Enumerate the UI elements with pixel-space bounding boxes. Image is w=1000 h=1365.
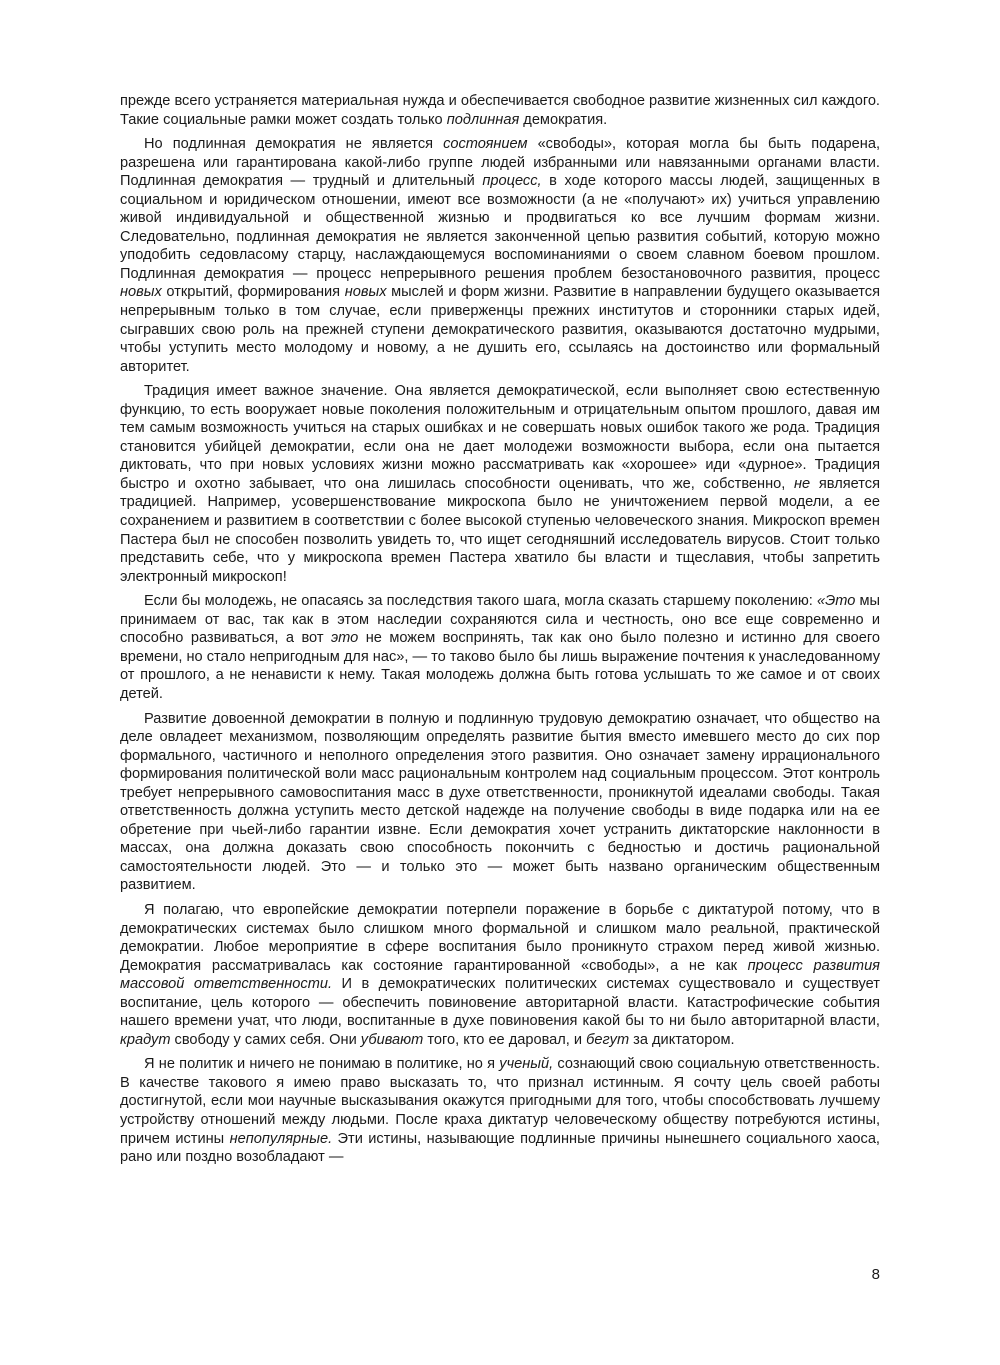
emphasis-text: ученый,: [499, 1056, 554, 1073]
emphasis-text: «Это: [816, 593, 856, 610]
emphasis-text: подлинная: [446, 111, 520, 128]
text-run: сознающий свою социальную ответственность. В качестве такового я имею право высказать то, что признал истинным. Я сочту цель своей работы достигнутой, если мои научные высказывания окажутся пригодными для того, чтобы способствовать лучшему устройству отношений между людьми. После краха диктатур человеческому обществу потребуются истины, причем истины: [120, 1056, 881, 1147]
text-run: прежде всего устраняется материальная нужда и обеспечивается свободное развитие жизненных сил каждого. Такие социальные рамки может создать только: [120, 93, 880, 128]
page-number: 8: [871, 1266, 880, 1283]
text-run: демократия.: [519, 111, 608, 128]
emphasis-text: новых: [120, 284, 162, 301]
emphasis-text: состоянием: [443, 136, 528, 153]
paragraph: [120, 92, 880, 129]
text-run: является традицией. Например, усовершенствование микроскопа было не уничтожением первой модели, а ее сохранением и развитием в соответствии с более высокой ступенью человеческого знания. Микроскоп времен Пастера был не способен позволить увидеть то, что ищет сегодняшний исследователь вирусов. Стоит только представить себе, что у микроскопа времен Пастера хватило бы власти и тщеславия, чтобы запретить электронный микроскоп!: [120, 475, 880, 585]
text-run: Если бы молодежь, не опасаясь за последствия такого шага, могла сказать старшему поколению:: [144, 593, 817, 610]
text-run: Развитие довоенной демократии в полную и подлинную трудовую демократию означает, что общество на деле овладеет механизмом, позволяющим определять развитие бытия вместо имевшего место до сих пор формального, частичного и неполного определения этого развития. Оно означает замену иррационального формирования политической воли масс рациональным контролем над социальным процессом. Этот контроль требует непрерывного самовоспитания масс в духе ответственности, проникнутой идеалами свободы. Такая ответственность должна уступить место детской надежде на получение свободы в виде подарка или на ее обретение при чьей-либо гарантии извне. Если демократия хочет устранить диктаторские наклонности в массах, она должна доказать свою способность покончить с бедностью и достичь рациональной самостоятельности людей. Это — и только это — может быть названо органическим общественным развитием.: [120, 710, 880, 894]
text-run: Традиция имеет важное значение. Она является демократической, если выполняет свою естественную функцию, то есть вооружает новые поколения положительным и отрицательным опытом прошлого, давая им тем самым возможность учиться на старых ошибках и не совершать новых ошибок такого же рода. Традиция становится убийцей демократии, если она не дает молодежи возможности выбора, если она пытается диктовать, что при новых условиях жизни можно рассматривать как «хорошее» иди «дурное». Традиция быстро и охотно забывает, что она лишилась способности оценивать, что же, собственно,: [120, 383, 880, 492]
paragraph: [120, 135, 880, 376]
emphasis-text: процесс,: [482, 173, 542, 190]
text-run: не можем воспринять, так как оно было полезно и истинно для своего времени, но стало непригодным для нас», — то таково было бы лишь выражение почтения к унаследованному от прошлого, а не ненависти к нему. Такая молодежь должна быть готова услышать то же самое и от своих детей.: [120, 630, 880, 702]
text-run: за диктатором.: [629, 1031, 735, 1048]
paragraph: [120, 592, 880, 703]
emphasis-text: крадут: [120, 1031, 171, 1048]
text-run: мы принимаем от вас, так как в этом наследии сохраняются сила и честность, оно все еще современно и способно развиваться, а вот: [120, 593, 880, 647]
text-run: того, кто ее даровал, и: [423, 1031, 587, 1048]
text-run: мыслей и форм жизни. Развитие в направлении будущего оказывается непрерывным только в том случае, если приверженцы прежних институтов и сторонники старых идей, сыгравших свою роль на прежней ступени демократического развития, оказываются достаточно мудрыми, чтобы уступить место молодому и новому, а не душить его, ссылаясь на достоинство или формальный авторитет.: [120, 284, 881, 375]
paragraph: [120, 710, 880, 895]
emphasis-text: убивают: [360, 1031, 424, 1048]
emphasis-text: процесс развития массовой ответственности.: [120, 957, 880, 993]
text-run: свободу у самих себя. Они: [170, 1031, 361, 1048]
paragraph: [120, 901, 880, 1049]
paragraph: [120, 1055, 880, 1166]
text-run: открытий, формирования: [161, 284, 345, 301]
emphasis-text: новых: [344, 284, 387, 301]
text-run: И в демократических политических системах существовало и существует воспитание, цель которого — обеспечить повиновение авторитарной власти. Катастрофические события нашего времени учат, что люди, воспитанные в духе повиновения какой бы то ни было авторитарной власти,: [120, 976, 880, 1030]
paragraph: [120, 382, 880, 586]
text-run: «свободы», которая могла бы быть подарена, разрешена или гарантирована какой-либо группе людей избранными или навязанными органами власти. Подлинная демократия — трудный и длительный: [120, 136, 881, 190]
text-run: Я не политик и ничего не понимаю в политике, но я: [144, 1056, 500, 1073]
emphasis-text: это: [330, 630, 359, 647]
text-run: Эти истины, называющие подлинные причины нынешнего социального хаоса, рано или поздно возобладают —: [120, 1130, 880, 1166]
text-run: в ходе которого массы людей, защищенных в социальном и юридическом отношении, имеют все возможности (а не «получают» их) учиться управлению живой индивидуальной и общественной жизнью и продвигаться ко все лучшим формам жизни. Следовательно, подлинная демократия не является законченной цепью развития событий, которую можно уподобить седовласому старцу, наслаждающемуся воспоминаниями о своем славном боевом прошлом. Подлинная демократия — процесс непрерывного решения проблем безостановочного развития, процесс: [120, 173, 880, 282]
emphasis-text: непопулярные.: [229, 1130, 333, 1147]
emphasis-text: бегут: [586, 1031, 630, 1048]
text-run: Я полагаю, что европейские демократии потерпели поражение в борьбе с диктатурой потому, что в демократических системах было слишком много формальной и слишком мало реальной, практической демократии. Любое мероприятие в сфере воспитания было проникнуто страхом перед живой жизнью. Демократия рассматривалась как состояние гарантированной «свободы», а не как: [120, 901, 880, 974]
document-body: [120, 92, 880, 1173]
emphasis-text: не: [794, 475, 811, 492]
text-run: Но подлинная демократия не является: [144, 136, 444, 153]
